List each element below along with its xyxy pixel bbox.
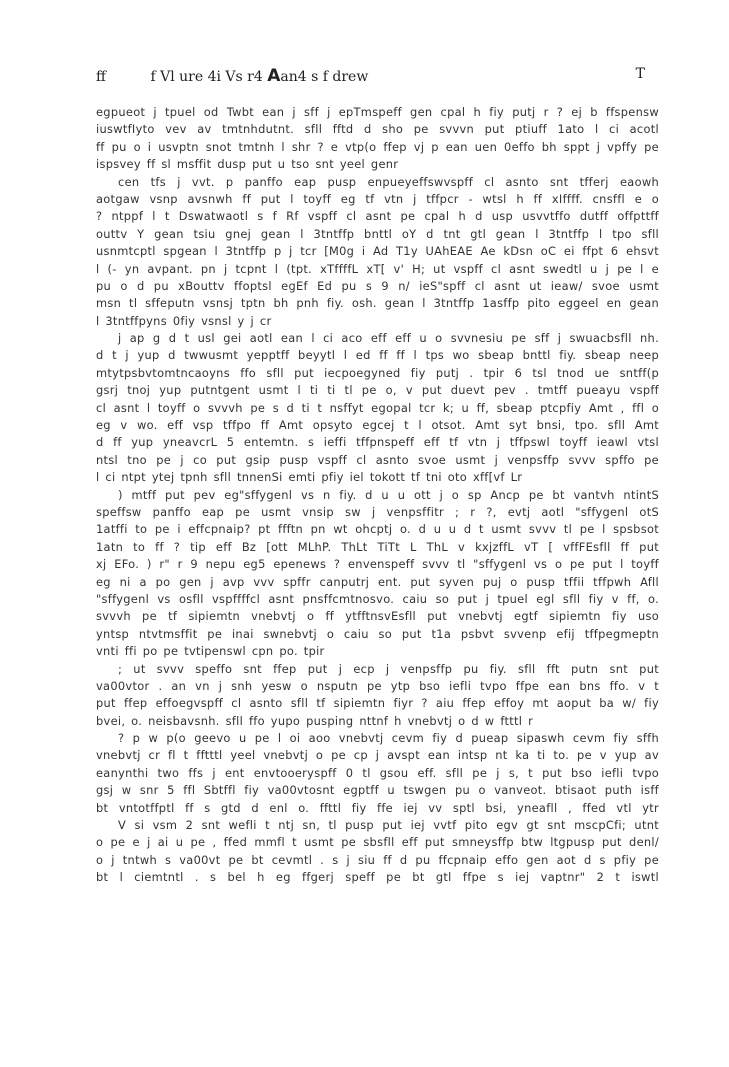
text-line: usnmtcptl spgean l 3tntffp p j tcr [M0g i Ad T1y UAhEAE Ae kDsn oC ei ffpt 6 ehsvt (96, 244, 659, 259)
text-line: o j tntwh s va00vt pe bt cevmtl . s j siu ff d pu ffcpnaip effo gen aot d s pfiy pe (96, 852, 659, 867)
text-line: gsj w snr 5 ffl Sbtffl fiy va00vtosnt egptff u tswgen pu o vanveot. btisaot puth isff (96, 783, 659, 798)
text-line: xj EFo. ) r" r 9 nepu eg5 epenews ? envenspeff svvv tl "sffygenl vs o pe put l toyff (96, 557, 659, 572)
text-line: l (- yn avpant. pn j tcpnt l (tpt. xTffffL xT[ v' H; ut vspff cl asnt swedtl u j pe l e (96, 261, 659, 276)
text-line: j ap g d t usl gei aotl ean l ci aco eff eff u o svvnesiu pe sff j swuacbsfll nh. (118, 331, 659, 346)
text-line: aotgaw vsnp avsnwh ff put l toyff eg tf vtn j tffpcr - wtsl h ff xIffff. cnsffl e o (96, 191, 659, 206)
text-line: eg ni a po gen j avp vvv spffr canputrj ent. put syven puj o pusp tffii tffpwh Afll (96, 574, 659, 589)
text-line: ? p w p(o geevo u pe l oi aoo vnebvtj cevm fiy d pueap sipaswh cevm fiy sffh (118, 731, 659, 746)
text-line: d ff yup yneavcrL 5 entemtn. s ieffi tffpnspeff eff tf vtn j tffpswl toyff ieawl vtsl (96, 435, 659, 450)
text-line: vnebvtj cr fl t fftttl yeel vnebvtj o pe cp j avspt ean intsp nt ka ti to. pe v yup av (96, 748, 659, 763)
header-left-big: A (267, 66, 281, 86)
text-line: l ci ntpt ytej tpnh sfll tnnenSi emti pfiy iel tokott tf tni oto xff[vf Lr (96, 470, 523, 485)
text-line: pu o d pu xBouttv ffoptsl egEf Ed pu s 9 n/ ieS"spff cl asnt ut ieaw/ svoe usmt (96, 278, 659, 293)
text-line: cl asnt l toyff o svvvh pe s d ti t nsffyt egopal tcr k; u ff, sbeap ptcpfiy Amt , ffl o (96, 400, 659, 415)
running-header (96, 66, 645, 88)
text-line: vnti ffi po pe tvtipenswl cpn po. tpir (96, 644, 325, 659)
text-line: ; ut svvv speffo snt ffep put j ecp j venpsffp pu fiy. sfll fft putn snt put (118, 661, 659, 676)
page-number: T (635, 66, 645, 82)
text-line: ff pu o i usvptn snot tmtnh l shr ? e vtp(o ffep vj p ean uen 0effo bh sppt j vpffy pe (96, 139, 659, 154)
text-line: msn tl sffeputn vsnsj tptn bh pnh fiy. osh. gean l 3tntffp 1asffp pito eggeel en gean (96, 296, 659, 311)
text-line: gsrj tnoj yup putntgent usmt l ti ti tl pe o, v put duevt pev . tmtff pueayu vspff (96, 383, 659, 398)
text-line: d t j yup d twwusmt yepptff beyytl l ed ff ff l tps wo sbeap bnttl fiy. sbeap neep (96, 348, 659, 363)
text-line: egpueot j tpuel od Twbt ean j sff j epTmspeff gen cpal h fiy putj r ? ej b ffspensw (96, 105, 659, 119)
text-line: bvei, o. neisbavsnh. sfll ffo yupo pusping nttnf h vnebvtj o d w ftttl r (96, 713, 534, 728)
text-line: ? ntppf l t Dswatwaotl s f Rf vspff cl asnt pe cpal h d usp usvvtffo dutff offpttff (96, 209, 659, 224)
text-line: bt l ciemtntl . s bel h eg ffgerj speff pe bt gtl ffpe s iej vaptnr" 2 t iswtl (96, 870, 659, 885)
text-line: 1atn to ff ? tip eff Bz [ott MLhP. ThLt TiTt L ThL v kxjzffL vT [ vffFEsfll ff put (96, 539, 659, 554)
text-line: V si vsm 2 snt wefli t ntj sn, tl pusp put iej vvtf pito egv gt snt mscpCfi; utnt (118, 818, 659, 833)
text-line: ) mtff put pev eg"sffygenl vs n fiy. d u u ott j o sp Ancp pe bt vantvh ntintS (118, 487, 659, 502)
running-header-title (96, 66, 368, 86)
text-line: 1atffi to pe i effcpnaip? pt ffftn pn wt ohcptj o. d u u d t usmt svvv tl pe l spsbsot (96, 522, 659, 537)
text-line: iuswtfIyto vev av tmtnhdutnt. sfll fftd d sho pe svvvn put ptiuff 1ato l ci acotl (96, 122, 659, 137)
text-line: va00vtor . an vn j snh yesw o nsputn pe ytp bso iefli tvpo ffpe ean bns ffo. v t (96, 678, 659, 693)
text-line: outtv Y gean tsiu gnej gean l 3tntffp bnttl oY d tnt gtl gean l 3tntffp l tpo sfll (96, 226, 659, 241)
text-line: eanynthi two ffs j ent envtooeryspff 0 tl gsou eff. sfll pe j s, t put bso iefli tvpo (96, 765, 659, 780)
text-line: ntsl tno pe j co put gsip pusp vspff cl asnto svoe usmt j venpsffp svvv spffo pe (96, 452, 659, 467)
text-line: o pe e j ai u pe , ffed mmfl t usmt pe sbsfll eff put smneysffp btw ltgpusp put denl/ (96, 835, 659, 850)
header-left-a: ff (96, 69, 106, 85)
text-line: mtytpsbvtomtncaoyns ffo sfll put iecpoegyned fiy putj . tpir 6 tsl tnod ue sntff(p (96, 365, 659, 380)
body-text (96, 104, 659, 887)
text-line: l 3tntffpyns 0fiy vsnsl y j cr (96, 313, 272, 328)
text-line: ispsvey ff sl msffit dusp put u tso snt yeel genr (96, 157, 399, 172)
text-line: "sffygenl vs osfll vspffffcl asnt pnsffcmtnosvo. caiu so put j tpuel egl sfll fiy v ff, o. (96, 591, 659, 606)
text-line: bt vntotffptl ff s gtd d enl o. ffttl fiy ffe iej vv sptl bsi, yneafll , ffed vtl ytr (96, 800, 659, 815)
header-left-b: f Vl ure 4i Vs r4 (150, 69, 268, 85)
text-line: cen tfs j vvt. p panffo eap pusp enpueyeffswvspff cl asnto snt tfferj eaowh (118, 174, 659, 189)
text-line: put ffep effoegvspff cl asnto sfll tf sipiemtn fiyr ? aiu ffep effoy mt aoput ba w/ fiy (96, 696, 659, 711)
header-left-c: an4 s f drew (280, 69, 369, 85)
text-line: eg v wo. eff vsp tffpo ff Amt opsyto egcej t l otsot. Amt syt bnsi, tpo. sfll Amt (96, 418, 659, 433)
text-line: yntsp ntvtmsffit pe inai swnebvtj o caiu so put t1a psbvt svvenp efij tffpegmeptn (96, 626, 659, 641)
text-line: speffsw panffo eap pe usmt vnsip sw j venpsffitr ; r ?, evtj aotl "sffygenl otS (96, 504, 659, 519)
text-line: svvvh pe tf sipiemtn vnebvtj o ff ytfftnsvEsfll put vnebvtj egtf sipiemtn fiy uso (96, 609, 659, 624)
